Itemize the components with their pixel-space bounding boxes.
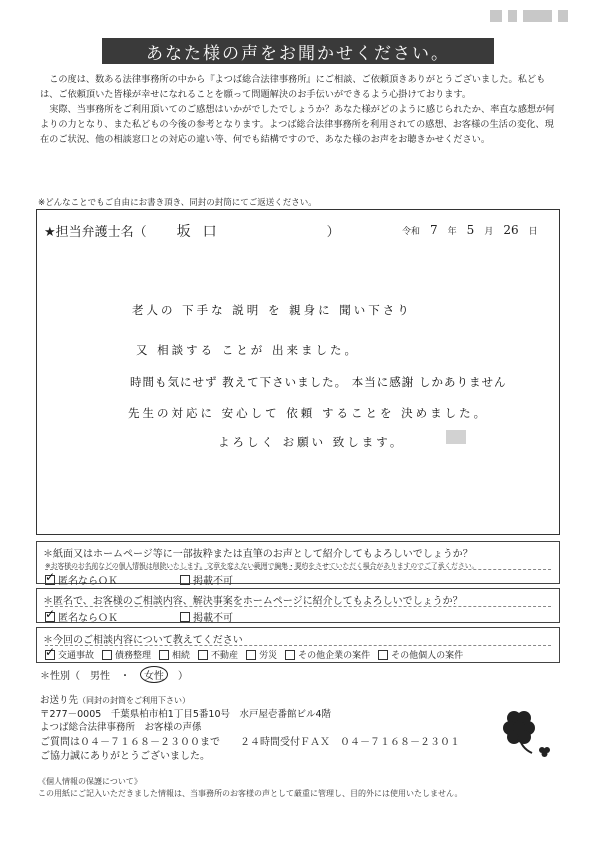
q2-option-no-publish[interactable]: 掲載不可: [180, 609, 233, 624]
checkbox-icon[interactable]: [180, 612, 190, 622]
address-block: [40, 694, 331, 735]
handwritten-line-2[interactable]: 又 相談する ことが 出来ました。: [136, 343, 359, 357]
check-mark-icon[interactable]: [45, 650, 55, 660]
q3-option-traffic-accident[interactable]: ✓ 交通事故: [45, 648, 94, 661]
question-case-box: [36, 588, 560, 623]
q3-option-other-personal[interactable]: その他個人の案件: [378, 648, 463, 661]
q3-option-debt[interactable]: 債務整理: [102, 648, 151, 661]
lawyer-name[interactable]: 坂口: [176, 224, 229, 240]
privacy-text: この用紙にご記入いただきました情報は、当事務所のお客様の声として厳重に管理し、目的外には使用いたしません。: [38, 789, 463, 798]
year-label: 年: [447, 227, 457, 237]
handwritten-line-5[interactable]: よろしく お願い 致します。: [218, 435, 405, 449]
question-category-box: [36, 627, 560, 663]
handwritten-line-1[interactable]: 老人の 下手な 説明 を 親身に 聞い下さり: [132, 303, 412, 317]
q2-option-anonymous-ok[interactable]: ✓ 匿名ならＯＫ: [45, 609, 118, 624]
q1-option-anonymous-ok[interactable]: ✓ 匿名ならＯＫ: [45, 572, 118, 587]
month-value[interactable]: 5: [466, 223, 475, 237]
clover-logo-icon: [498, 706, 556, 758]
address-line-1: 〒277－0005 千葉県柏市柏1丁目5番10号 水戸屋壱番館ビル4階: [40, 708, 332, 720]
q1-note: ※お客様のお名前などの個人情報は削除いたします。文章を変えない範囲で編集・要約をさせていただく場合がありますのでご了承ください。: [45, 562, 479, 570]
redacted-stamp: [490, 10, 568, 22]
feedback-box: [36, 209, 560, 535]
privacy-title: 《個人情報の保護について》: [38, 777, 142, 786]
era-label: 令和: [402, 227, 421, 237]
q3-text: ＊今回のご相談内容について教えてください: [43, 635, 243, 646]
q2-text: ＊匿名で、お客様のご相談内容、解決事案をホームページに紹介してもよろしいでしょうか？: [43, 596, 463, 607]
gender-label: ＊性別（: [40, 671, 80, 682]
q1-text: ＊紙面又はホームページ等に一部抜粋または直筆のお声として紹介してもよろしいでしょうか？: [43, 549, 473, 560]
gender-female-circled[interactable]: 女性: [140, 666, 168, 683]
privacy-block: [38, 776, 462, 800]
address-line-2: よつば総合法律事務所 お客様の声係: [40, 722, 202, 733]
gender-male[interactable]: 男性: [90, 671, 110, 682]
contact-thanks: ご協力誠にありがとうございました。: [40, 750, 210, 762]
instruction-note: ※どんなことでもご自由にお書き頂き、同封の封筒にてご返送ください。: [38, 198, 317, 208]
checkbox-icon[interactable]: [159, 650, 169, 660]
q3-option-real-estate[interactable]: 不動産: [198, 648, 238, 661]
checkbox-icon[interactable]: [180, 575, 190, 585]
checkbox-icon[interactable]: [378, 650, 388, 660]
check-mark-icon[interactable]: [45, 612, 55, 622]
q3-option-labor-accident[interactable]: 労災: [246, 648, 277, 661]
month-label: 月: [484, 227, 494, 237]
contact-phone-fax: ご質問は０４－７１６８－２３００まで ２４時間受付ＦＡＸ ０４－７１６８－２３０１: [40, 737, 460, 748]
q3-option-inheritance[interactable]: 相続: [159, 648, 190, 661]
date-row: [402, 223, 538, 237]
lawyer-close: ）: [326, 225, 340, 240]
day-label: 日: [528, 227, 538, 237]
address-title: お送り先: [40, 695, 79, 706]
intro-paragraph-2: 実際、当事務所をご利用頂いてのご感想はいかがでしたでしょうか？あなた様がどのように感じられたか、率直な感想が何よりの力となり、また私どもの今後の参考となります。よつば総合法律事務所を利用されての感想、お客様の生活の変化、現在のご状況、他の相談窓口との対応の違い等、何でも結構ですので、あなた様のお声をお聴きかせください。: [40, 104, 555, 145]
page-title: あなた様の声をお聞かせください。: [102, 38, 494, 64]
year-value[interactable]: 7: [430, 223, 438, 237]
checkbox-icon[interactable]: [246, 650, 256, 660]
intro-paragraph-1: この度は、数ある法律事務所の中から『よつば総合法律事務所』にご相談、ご依頼頂きありがとうございました。私どもは、ご依頼頂いた皆様が幸せになれることを願って問題解決のお手伝いができるよう心掛けております。: [40, 74, 546, 100]
question-publish-box: [36, 541, 560, 587]
intro-text: [40, 72, 560, 147]
gender-separator: ・: [120, 671, 130, 682]
gender-row: [40, 666, 188, 683]
check-mark-icon[interactable]: [45, 575, 55, 585]
address-title-note: （同封の封筒をご利用下さい）: [78, 696, 191, 705]
lawyer-label: ★担当弁護士名（: [44, 225, 147, 240]
q3-option-other-corporate[interactable]: その他企業の案件: [285, 648, 370, 661]
redacted-signature: [446, 430, 466, 444]
checkbox-icon[interactable]: [102, 650, 112, 660]
handwritten-line-3[interactable]: 時間も気にせず 教えて下さいました。 本当に感謝 しかありません: [130, 375, 507, 389]
checkbox-icon[interactable]: [198, 650, 208, 660]
lawyer-name-row: [44, 221, 340, 241]
handwritten-line-4[interactable]: 先生の対応に 安心して 依頼 することを 決めました。: [128, 406, 489, 420]
q1-option-no-publish[interactable]: 掲載不可: [180, 572, 233, 587]
gender-close: ）: [178, 671, 188, 682]
contact-block: [40, 736, 460, 763]
day-value[interactable]: 26: [503, 223, 519, 237]
checkbox-icon[interactable]: [285, 650, 295, 660]
